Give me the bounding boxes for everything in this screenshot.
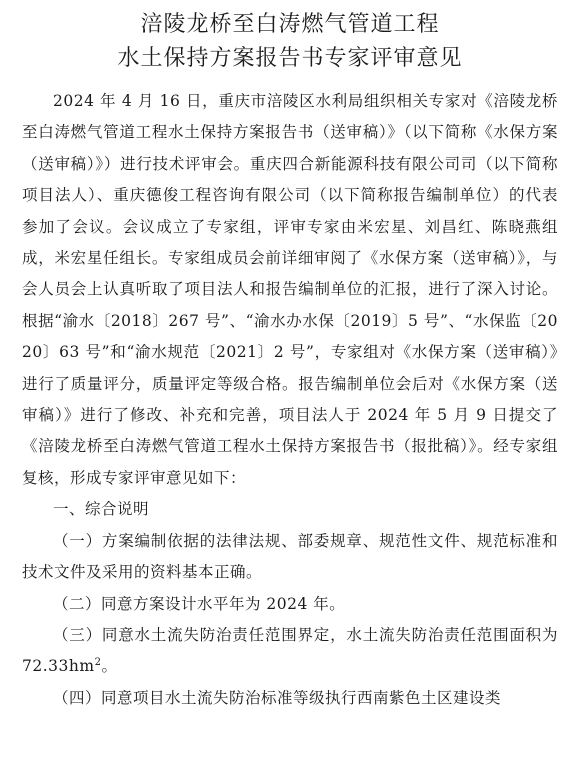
- item-responsibility-area-text: （三）同意水土流失防治责任范围界定，水土流失防治责任范围面积为 72.33hm: [22, 625, 558, 676]
- area-unit-superscript: 2: [94, 657, 102, 669]
- intro-paragraph: 2024 年 4 月 16 日，重庆市涪陵区水利局组织相关专家对《涪陵龙桥至白涛燃气管道工程水土保持方案报告书（送审稿）》（以下简称《水保方案（送审稿）》）进行技术评审会。重庆四合新能源科技有限公司司（以下简称项目法人）、重庆德俊工程咨询有限公司（以下简称报告编制单位）的代表参加了会议。会议成立了专家组，评审专家由米宏星、刘昌红、陈晓燕组成，米宏星任组长。专家组成员会前详细审阅了《水保方案（送审稿）》，与会人员会上认真听取了项目法人和报告编制单位的汇报，进行了深入讨论。根据“渝水〔2018〕267 号”、“渝水办水保〔2019〕5 号”、“水保监〔2020〕63 号”和“渝水规范〔2021〕2 号”，专家组对《水保方案（送审稿）》进行了质量评分，质量评定等级合格。报告编制单位会后对《水保方案（送审稿）》进行了修改、补充和完善，项目法人于 2024 年 5 月 9 日提交了《涪陵龙桥至白涛燃气管道工程水土保持方案报告书（报批稿）》。经专家组复核，形成专家评审意见如下：: [22, 92, 558, 487]
- item-responsibility-area-end: 。: [101, 657, 118, 676]
- document-body: [22, 86, 558, 714]
- item-design-year: （二）同意方案设计水平年为 2024 年。: [53, 594, 346, 613]
- document-title: [22, 8, 558, 76]
- title-line-2: 水土保持方案报告书专家评审意见: [117, 46, 463, 71]
- title-line-1: 涪陵龙桥至白涛燃气管道工程: [140, 12, 440, 37]
- item-responsibility-area: [22, 620, 558, 683]
- section-heading-overview: 一、综合说明: [53, 500, 150, 519]
- item-legal-basis: （一）方案编制依据的法律法规、部委规章、规范性文件、规范标准和技术文件及采用的资料基本正确。: [22, 531, 558, 582]
- item-prevention-standard: （四）同意项目水土流失防治标准等级执行西南紫色土区建设类: [53, 688, 502, 707]
